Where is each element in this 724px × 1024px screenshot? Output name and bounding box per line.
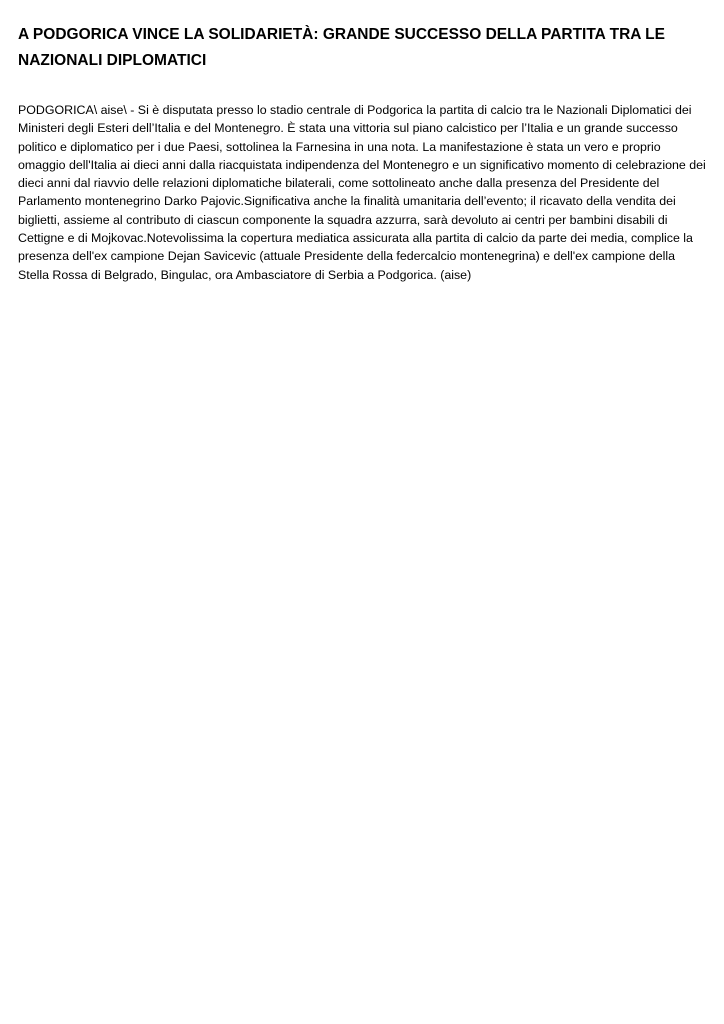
article-headline: A PODGORICA VINCE LA SOLIDARIETÀ: GRANDE SUCCESSO DELLA PARTITA TRA LE NAZIONALI DIPLOMATICI: [18, 26, 665, 69]
article-body: PODGORICA\ aise\ - Si è disputata presso lo stadio centrale di Podgorica la partita di calcio tra le Nazionali Diplomatici dei Ministeri degli Esteri dell’Italia e del Montenegro. È stata una vittoria sul piano calcistico per l’Italia e un grande successo politico e diplomatico per i due Paesi, sottolinea la Farnesina in una nota. La manifestazione è stata un vero e proprio omaggio dell'Italia ai dieci anni dalla riacquistata indipendenza del Montenegro e un significativo momento di celebrazione dei dieci anni dal riavvio delle relazioni diplomatiche bilaterali, come sottolineato anche dalla presenza del Presidente del Parlamento montenegrino Darko Pajovic.Significativa anche la finalità umanitaria dell’evento; il ricavato della vendita dei biglietti, assieme al contributo di ciascun componente la squadra azzurra, sarà devoluto ai centri per bambini disabili di Cettigne e di Mojkovac.Notevolissima la copertura mediatica assicurata alla partita di calcio da parte dei media, complice la presenza dell'ex campione Dejan Savicevic (attuale Presidente della federcalcio montenegrina) e dell'ex campione della Stella Rossa di Belgrado, Bingulac, ora Ambasciatore di Serbia a Podgorica. (aise): [18, 103, 706, 282]
article: [18, 22, 708, 284]
